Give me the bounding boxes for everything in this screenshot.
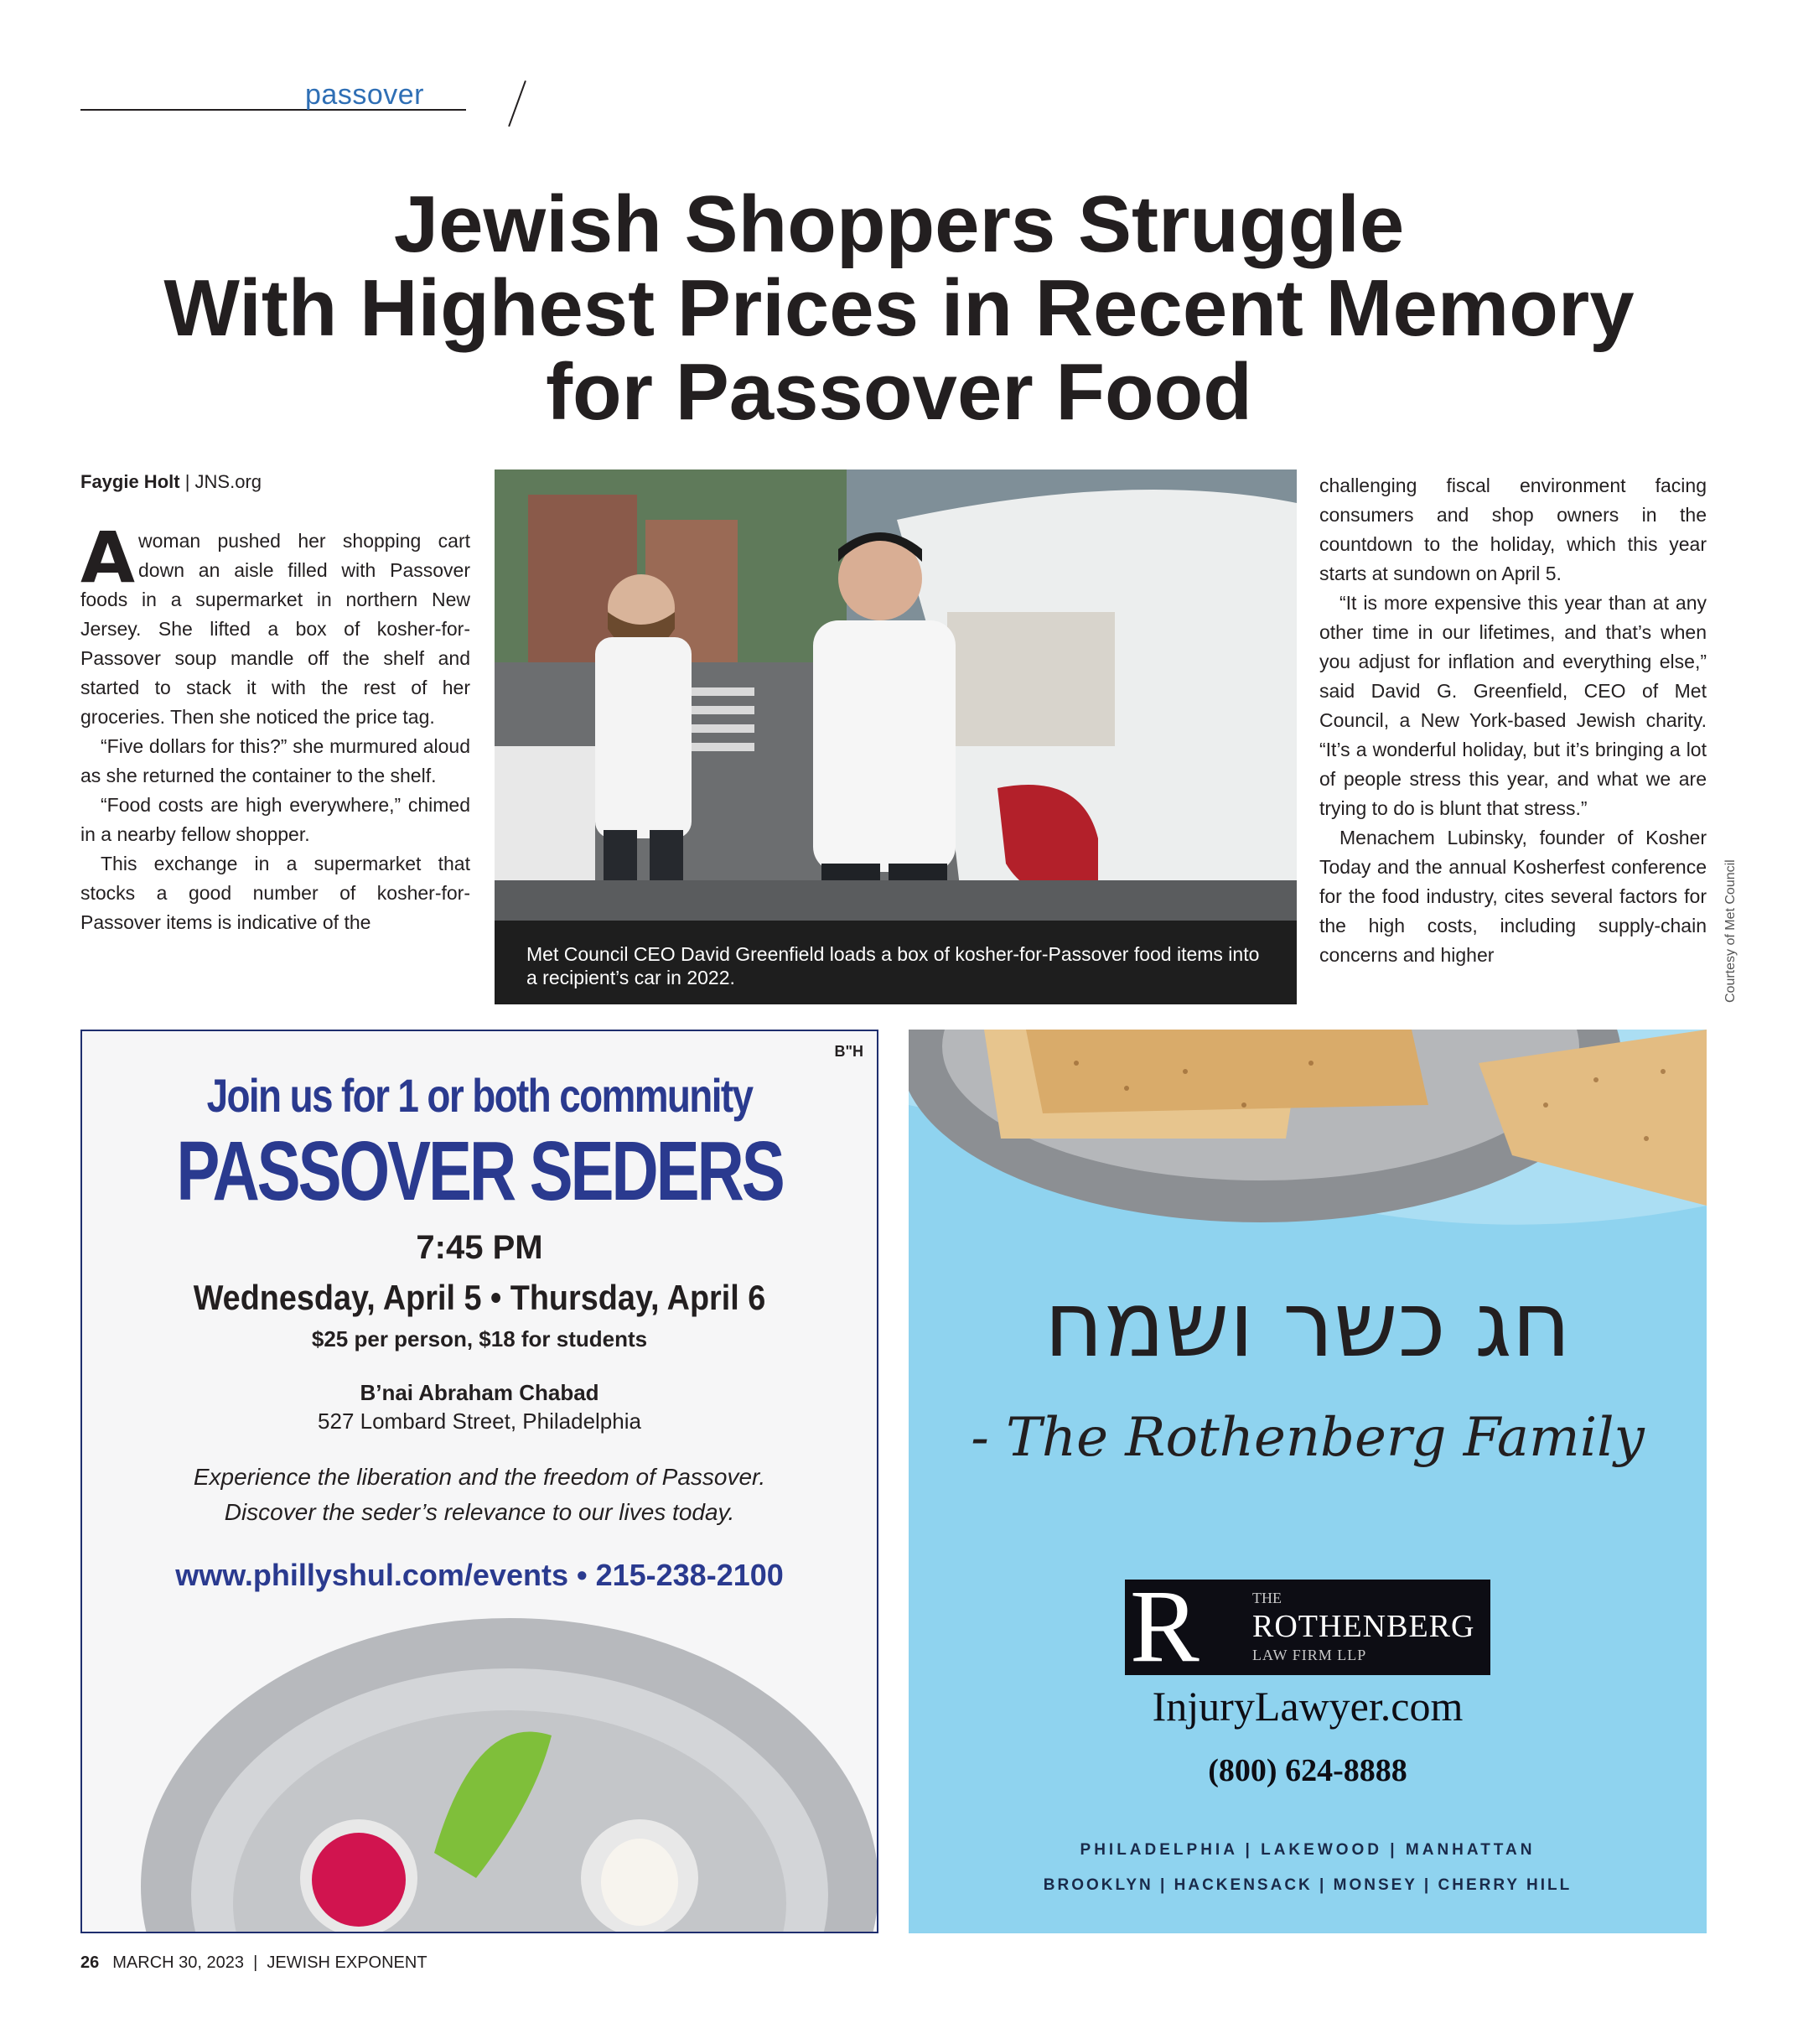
page-number: 26: [80, 1953, 100, 1972]
logo-firm: LAW FIRM LLP: [1252, 1647, 1367, 1663]
ad-rothenberg-law: [909, 1030, 1707, 1933]
ad-title: PASSOVER SEDERS: [176, 1124, 783, 1218]
matzah-illustration: [909, 1030, 1707, 1248]
byline-source: JNS.org: [194, 471, 262, 492]
article-column-right: [1319, 471, 1707, 970]
ad-time: 7:45 PM: [416, 1229, 543, 1266]
article-paragraph: This exchange in a supermarket that stocks a good number of kosher-for-Passover items is indicative of the: [80, 853, 470, 933]
headline-line-2: With Highest Prices in Recent Memory: [163, 263, 1635, 353]
ad-passover-seders: [80, 1030, 878, 1933]
ad-dates: Wednesday, April 5 • Thursday, April 6: [193, 1278, 766, 1317]
headline-line-3: for Passover Food: [546, 347, 1252, 437]
article-paragraph: Menachem Lubinsky, founder of Kosher Today and the annual Kosherfest conference for the food industry, cites several factors for the high costs, including supply-chain concerns and higher: [1319, 827, 1707, 966]
ad-price: $25 per person, $18 for students: [311, 1326, 648, 1351]
photo-credit: Courtesy of Met Council: [1723, 859, 1738, 1003]
headline: [50, 179, 1748, 437]
article-photo: [495, 469, 1297, 1004]
section-label: passover: [305, 79, 424, 111]
ad-join-text: Join us for 1 or both community: [206, 1069, 753, 1122]
byline-separator: |: [179, 471, 195, 492]
footer-date: MARCH 30, 2023: [112, 1953, 244, 1972]
seder-plate-illustration: [82, 1610, 878, 1933]
headline-line-1: Jewish Shoppers Struggle: [393, 179, 1405, 269]
dropcap: A: [80, 516, 136, 599]
ad-cities-line-2: BROOKLYN | HACKENSACK | MONSEY | CHERRY HILL: [1043, 1876, 1573, 1894]
article-paragraph: “It is more expensive this year than at any other time in our lifetimes, and that’s when you adjust for inflation and everything else,” said David G. Greenfield, CEO of Met Council, a New York-based Jewish charity. “It’s a wonderful holiday, but it’s bringing a lot of people stress this year, and what we are trying to do is blunt that stress.”: [1319, 592, 1707, 819]
ad-tagline-1: Experience the liberation and the freedom of Passover.: [193, 1464, 766, 1490]
article-paragraph: challenging fiscal environment facing consumers and shop owners in the countdown to the holiday, which this year starts at sundown on April 5.: [1319, 475, 1707, 584]
ad-bh-mark: B"H: [834, 1043, 863, 1060]
ad-cities-line-1: PHILADELPHIA | LAKEWOOD | MANHATTAN: [1080, 1841, 1536, 1859]
page-footer: [80, 1953, 427, 1973]
ad-address: 527 Lombard Street, Philadelphia: [318, 1408, 641, 1434]
ad-contact: www.phillyshul.com/events • 215-238-2100: [175, 1558, 784, 1592]
ad-phone: (800) 624-8888: [1208, 1753, 1407, 1788]
ad-signature: - The Rothenberg Family: [971, 1407, 1645, 1469]
byline: [80, 471, 262, 493]
footer-publication: JEWISH EXPONENT: [267, 1953, 427, 1972]
section-slash: [508, 80, 526, 127]
section-tag: [80, 79, 466, 129]
ad-hebrew-greeting: חג כשר ושמח: [1044, 1273, 1572, 1377]
logo-letter: R: [1130, 1569, 1200, 1683]
rothenberg-logo: [1125, 1569, 1490, 1683]
footer-separator: |: [244, 1953, 267, 1972]
byline-author: Faygie Holt: [80, 471, 180, 492]
article-paragraph: “Five dollars for this?” she murmured aloud as she returned the container to the shelf.: [80, 735, 470, 786]
article-paragraph: Awoman pushed her shopping cart down an aisle filled with Passover foods in a supermarket in northern New Jersey. She lifted a box of kosher-for-Passover soup mandle off the shelf and started to stack it with the rest of her groceries. Then she noticed the price tag.: [80, 516, 470, 728]
ad-tagline-2: Discover the seder’s relevance to our lives today.: [224, 1499, 735, 1525]
ad-venue: B’nai Abraham Chabad: [360, 1380, 599, 1405]
ad-website: InjuryLawyer.com: [1152, 1683, 1464, 1730]
logo-name: ROTHENBERG: [1252, 1609, 1475, 1644]
logo-the: THE: [1252, 1590, 1282, 1606]
article-column-left: [80, 516, 470, 937]
photo-caption: Met Council CEO David Greenfield loads a box of kosher-for-Passover food items into a recipient’s car in 2022.: [495, 921, 1297, 1004]
article-paragraph: “Food costs are high everywhere,” chimed in a nearby fellow shopper.: [80, 794, 470, 845]
